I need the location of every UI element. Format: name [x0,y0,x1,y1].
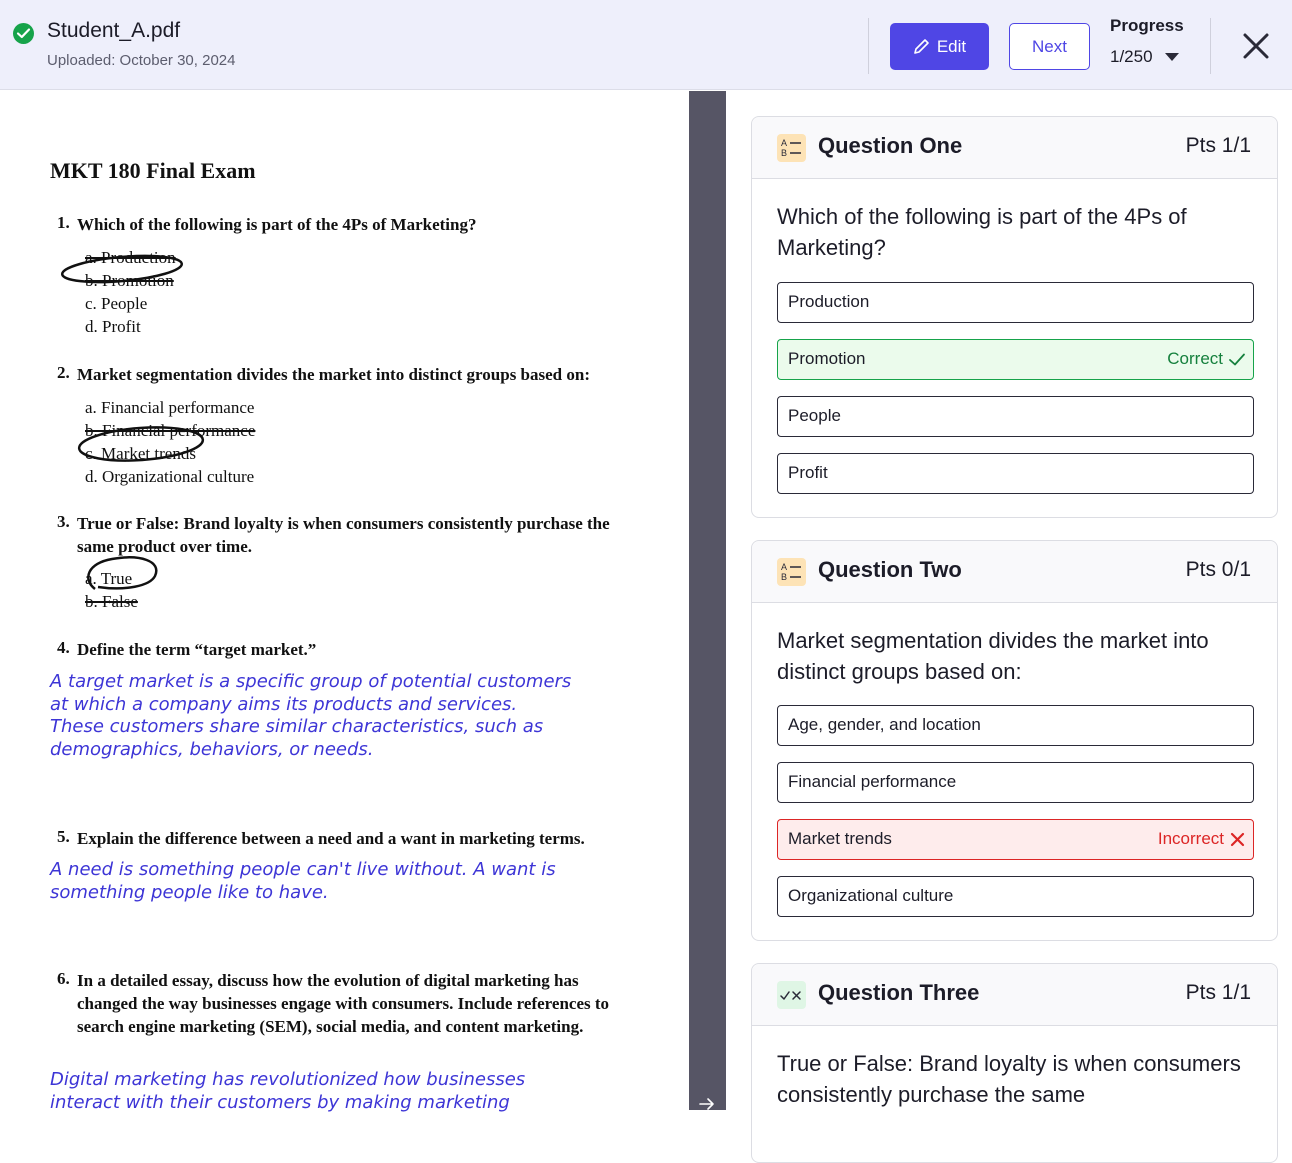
true-false-icon [777,981,806,1009]
grading-panel [727,91,1292,1110]
multiple-choice-icon [777,558,806,586]
document-title: MKT 180 Final Exam [50,158,256,183]
file-name: Student_A.pdf [47,19,181,42]
doc-option: c. Market trends [85,444,196,463]
answer-choice[interactable]: People [777,396,1254,437]
answer-choice[interactable]: Organizational culture [777,876,1254,917]
question-card [751,540,1278,941]
question-text: Which of the following is part of the 4Ps of Marketing? [777,204,1187,260]
multiple-choice-icon [777,134,806,162]
header-divider [868,18,869,74]
answer-choice[interactable]: Profit [777,453,1254,494]
question-points: Pts 1/1 [1185,134,1251,157]
checkmark-icon [1229,353,1245,366]
close-icon [1240,30,1272,62]
top-header [0,0,1292,90]
upload-date: Uploaded: October 30, 2024 [47,52,236,69]
progress-title: Progress [1110,16,1184,35]
question-card-header [752,117,1277,179]
hide-label: Hide [707,1110,723,1139]
answer-choice-correct[interactable]: Promotion Correct [777,339,1254,380]
handwritten-answer: A target market is a specific group of potential customers at which a company aims its products and services. These customers share similar characteristics, such as demographics, behaviors, or needs. [50,671,572,760]
doc-option: a. Production [85,248,176,267]
doc-option: a. True [85,569,133,588]
answer-choice[interactable]: Age, gender, and location [777,705,1254,746]
question-points: Pts 1/1 [1185,981,1251,1004]
question-text: Market segmentation divides the market into distinct groups based on: [777,628,1209,684]
hide-panel-bar [689,91,726,1139]
svg-text:A: A [781,562,788,572]
doc-option: a. Financial performance [85,398,255,417]
doc-option: b. Promotion [85,271,174,290]
document-viewer: MKT 180 Final Exam 1. Which of the following is part of the 4Ps of Marketing? a. Production b. Promotion c. People d. Profit 2. Market segmentation divides the market into distinct groups based on: a. Financial performance b. Financial performance c. Market trends d. Organizational culture 3. True or False: Brand loyalty is when consumers consistently purchase the same product over time. a. True b. False 4. Define the term “target market.” A target market is a specific group of potential customers at which a company aims its products and services. These customers share similar characteristics, such as demographics, behaviors, or needs. 5. Explain the difference between a need and a want in marketing terms. A need is something people can't live without. A want is something people like to have. 6. In a detailed essay, discuss how the evolution of digital marketing has changed the way businesses engage with consumers. Include references to search engine marketing (SEM), social media, and content marketing. Digital marketing has revolutionized how businesses interact with their customers by making marketing [0,91,689,1110]
svg-text:B: B [781,572,788,582]
check-circle-icon [13,23,34,44]
close-button[interactable] [1240,30,1272,62]
doc-option: b. Financial performance [85,421,256,440]
question-card [751,116,1278,518]
doc-option: d. Profit [85,317,141,336]
handwritten-answer: Digital marketing has revolutionized how businesses interact with their customers by making marketing [50,1069,526,1113]
doc-option: b. False [85,592,138,611]
question-title: Question Two [818,557,962,582]
question-points: Pts 0/1 [1185,558,1251,581]
doc-option: d. Organizational culture [85,467,255,486]
question-card-header [752,541,1277,603]
pencil-icon [913,38,930,55]
doc-option: c. People [85,294,148,313]
answer-choice[interactable]: Financial performance [777,762,1254,803]
answer-choice-incorrect[interactable]: Market trends Incorrect [777,819,1254,860]
question-card [751,963,1278,1163]
svg-text:A: A [781,138,788,148]
progress-value: 1/250 [1110,47,1153,66]
answer-choice[interactable]: Production [777,282,1254,323]
svg-text:B: B [781,148,788,158]
question-text: True or False: Brand loyalty is when consumers consistently purchase the same [777,1051,1241,1107]
edit-button-label: Edit [936,36,967,56]
hide-toggle[interactable] [689,591,726,1139]
edit-button[interactable] [890,23,989,70]
question-title: Question One [818,133,963,158]
correct-status: Correct [1167,340,1245,378]
caret-down-icon [1165,53,1179,61]
incorrect-status: Incorrect [1158,820,1245,858]
x-mark-icon [1230,832,1245,847]
progress-dropdown[interactable] [1110,47,1179,67]
header-divider [1210,18,1211,74]
question-title: Question Three [818,980,980,1005]
handwritten-answer: A need is something people can't live without. A want is something people like to have. [50,859,556,903]
next-button[interactable] [1009,23,1090,70]
question-card-header [752,964,1277,1026]
next-button-label: Next [1032,36,1067,56]
